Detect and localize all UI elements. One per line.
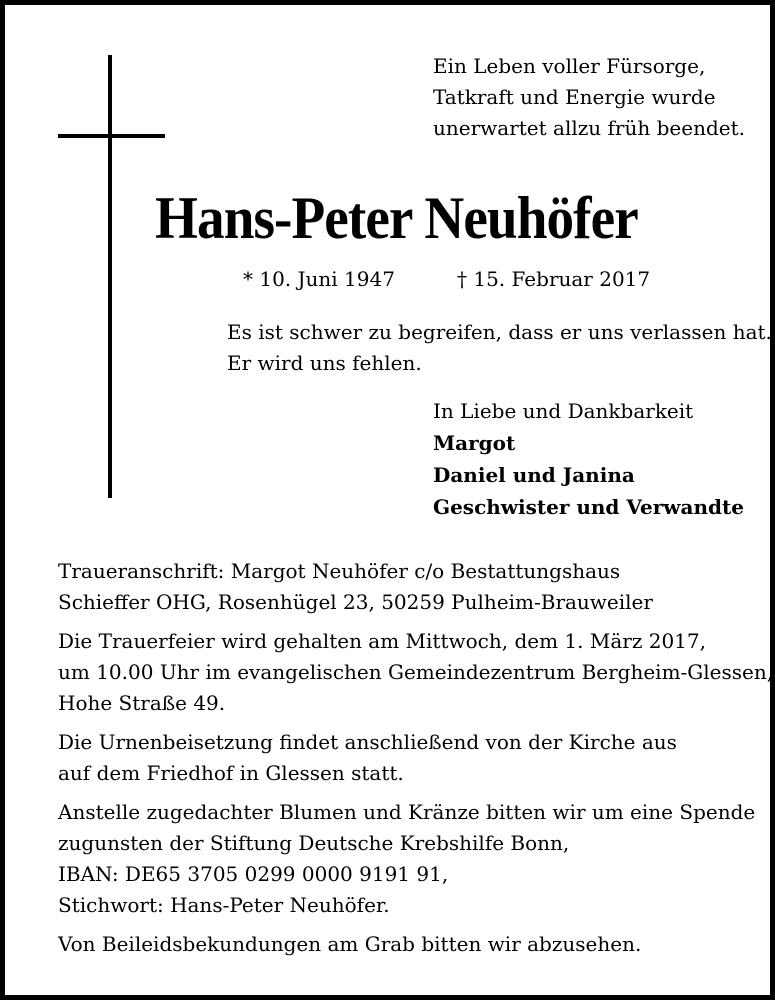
ceremony-line: um 10.00 Uhr im evangelischen Gemeindezentrum Bergheim-Glessen, — [58, 660, 774, 684]
quote — [227, 317, 772, 379]
ceremony-line: Hohe Straße 49. — [58, 691, 226, 715]
donation-line: zugunsten der Stiftung Deutsche Krebshilfe Bonn, — [58, 831, 570, 855]
family-member: Geschwister und Verwandte — [433, 495, 744, 519]
ceremony-paragraph — [58, 626, 773, 719]
notice-details — [58, 556, 773, 968]
burial-paragraph — [58, 727, 773, 789]
deceased-name: Hans-Peter Neuhöfer — [155, 185, 638, 251]
family-member: Daniel und Janina — [433, 463, 635, 487]
donation-paragraph — [58, 797, 773, 921]
motto-line: unerwartet allzu früh beendet. — [433, 116, 745, 140]
motto-line: Ein Leben voller Fürsorge, — [433, 54, 706, 78]
donation-line: IBAN: DE65 3705 0299 0000 9191 91, — [58, 862, 449, 886]
birth-date: * 10. Juni 1947 — [243, 267, 395, 291]
address-line: Schieffer OHG, Rosenhügel 23, 50259 Pulheim-Brauweiler — [58, 590, 653, 614]
closing-line: Von Beileidsbekundungen am Grab bitten wir abzusehen. — [58, 932, 642, 956]
burial-line: Die Urnenbeisetzung findet anschließend von der Kirche aus — [58, 730, 677, 754]
motto-line: Tatkraft und Energie wurde — [433, 85, 716, 109]
death-date: † 15. Februar 2017 — [457, 267, 651, 291]
ceremony-line: Die Trauerfeier wird gehalten am Mittwoch, dem 1. März 2017, — [58, 629, 706, 653]
quote-line: Er wird uns fehlen. — [227, 351, 422, 375]
closing-paragraph — [58, 929, 773, 960]
motto — [433, 51, 745, 144]
donation-line: Anstelle zugedachter Blumen und Kränze bitten wir um eine Spende — [58, 800, 756, 824]
family-member: Margot — [433, 431, 516, 455]
quote-line: Es ist schwer zu begreifen, dass er uns verlassen hat. — [227, 320, 772, 344]
burial-line: auf dem Friedhof in Glessen statt. — [58, 761, 404, 785]
address-line: Traueranschrift: Margot Neuhöfer c/o Bestattungshaus — [58, 559, 621, 583]
cross-icon-vertical-bar — [108, 55, 112, 498]
donation-line: Stichwort: Hans-Peter Neuhöfer. — [58, 893, 390, 917]
family-signature — [433, 395, 744, 523]
address-paragraph — [58, 556, 773, 618]
family-intro: In Liebe und Dankbarkeit — [433, 399, 694, 423]
cross-icon-horizontal-bar — [58, 134, 165, 138]
